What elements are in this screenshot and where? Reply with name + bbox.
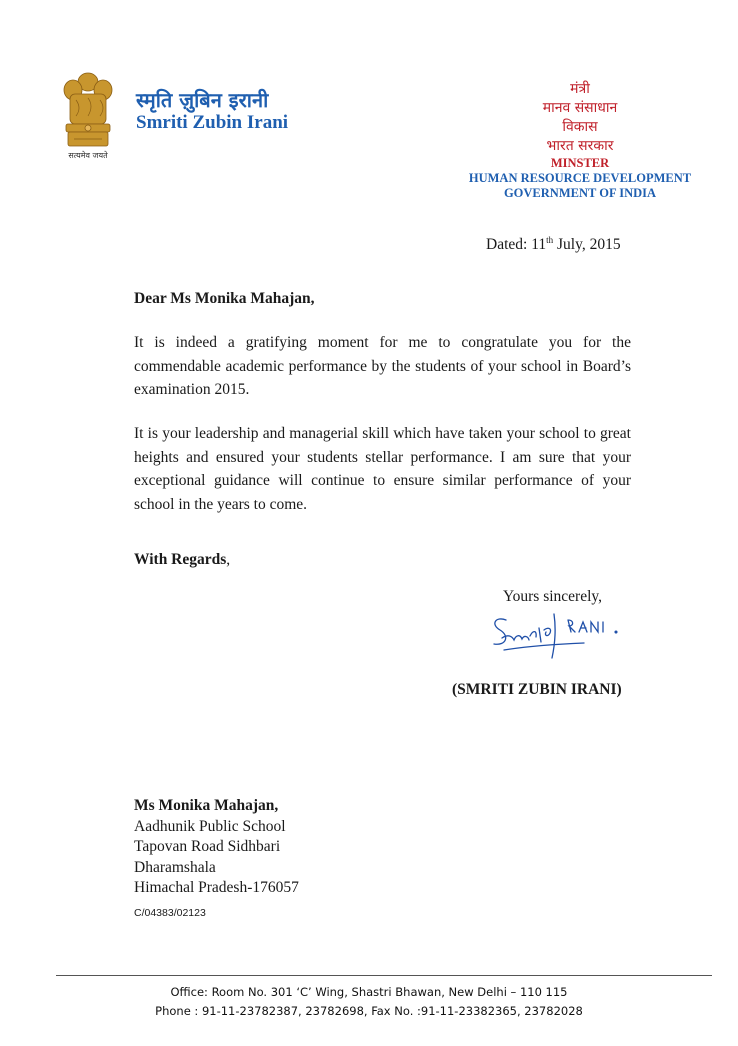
ministry-designation	[460, 80, 700, 201]
salutation: Dear Ms Monika Mahajan,	[134, 290, 315, 307]
footer-divider	[56, 975, 712, 976]
footer-office-address: Office: Room No. 301 ‘C’ Wing, Shastri Bhawan, New Delhi – 110 115	[170, 985, 568, 999]
footer-contact	[0, 983, 738, 1021]
designation-english-line: MINSTER	[550, 156, 610, 170]
state-emblem-logo	[56, 70, 120, 162]
regards-comma: ,	[226, 551, 231, 568]
designation-hindi-line: मंत्री	[570, 81, 590, 97]
footer-phone: Phone : 91-11-23782387, 23782698, Fax No. :91-11-23382365, 23782028	[155, 1004, 583, 1018]
address-line: Dharamshala	[134, 858, 216, 876]
date-ordinal: th	[546, 235, 554, 245]
designation-hindi-line: भारत सरकार	[546, 138, 614, 154]
closing-regards	[134, 551, 230, 569]
minister-name-hindi: स्मृति ज़ुबिन इरानी	[136, 88, 269, 112]
recipient-name: Ms Monika Mahajan,	[134, 797, 279, 814]
minister-name-english: Smriti Zubin Irani	[136, 112, 289, 133]
address-line: Aadhunik Public School	[134, 817, 286, 835]
designation-hindi-line: विकास	[562, 119, 598, 135]
body-paragraph-2: It is your leadership and managerial skill which have taken your school to great heights and ensured your students stellar performance. I am sure that your exceptional guidance will continue to ensure similar performance of your school in the years to come.	[134, 425, 631, 513]
date-month-year: July, 2015	[553, 236, 621, 254]
address-line: Tapovan Road Sidhbari	[134, 838, 281, 855]
body-paragraph-1: It is indeed a gratifying moment for me to congratulate you for the commendable academic performance by the students of your school in Board’s examination 2015.	[134, 334, 631, 398]
designation-english-line: GOVERNMENT OF INDIA	[503, 186, 657, 200]
address-line: Himachal Pradesh-176057	[134, 879, 299, 896]
designation-hindi-line: मानव संसाधान	[542, 100, 618, 116]
regards-text: With Regards	[134, 551, 227, 568]
recipient-address	[134, 796, 299, 899]
handwritten-signature	[484, 608, 634, 660]
closing-sincerely: Yours sincerely,	[503, 588, 603, 605]
emblem-motto: सत्यमेव जयते	[68, 151, 108, 160]
letter-date	[486, 235, 621, 254]
date-day: Dated: 11	[486, 236, 547, 254]
signer-name: (SMRITI ZUBIN IRANI)	[452, 681, 622, 698]
reference-number: C/04383/02123	[134, 907, 206, 919]
designation-english-line: HUMAN RESOURCE DEVELOPMENT	[468, 171, 692, 185]
